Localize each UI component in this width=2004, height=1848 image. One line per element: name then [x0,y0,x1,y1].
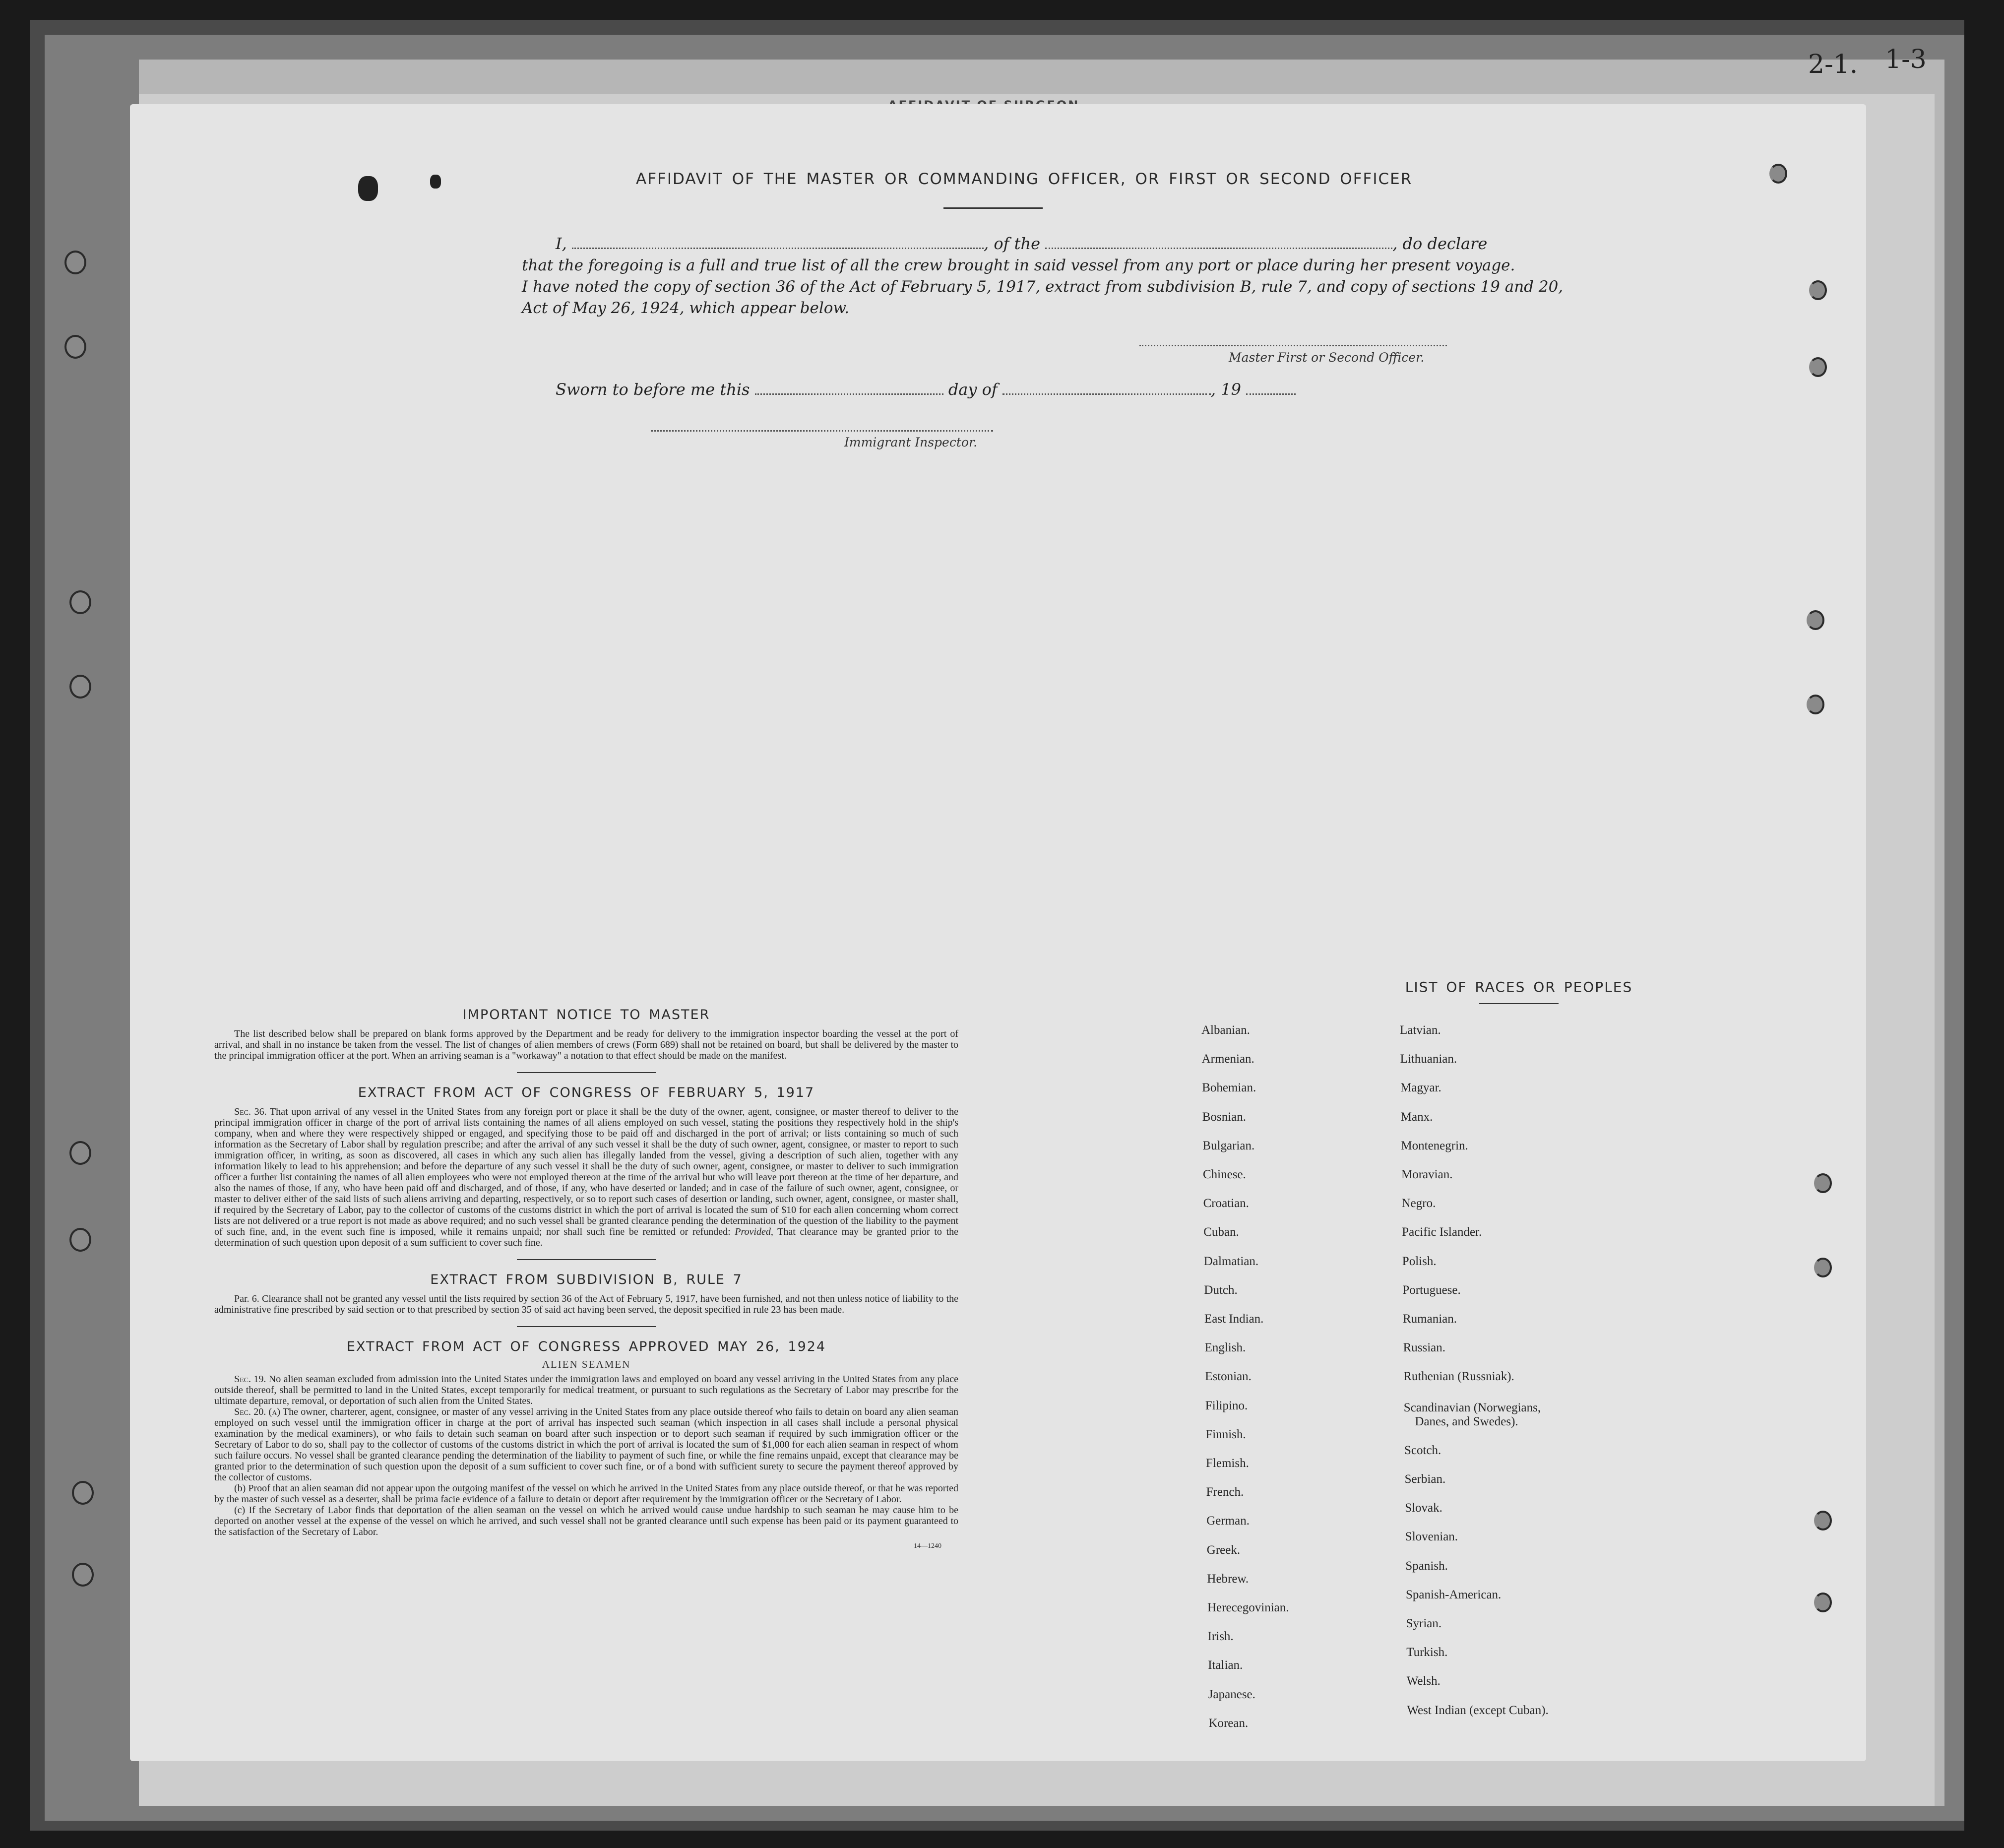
declarant-prefix: I, [556,234,567,253]
race-entry: Greek. [1206,1543,1241,1557]
race-entry: Scotch. [1404,1443,1441,1457]
sworn-month-field[interactable] [1002,393,1211,395]
race-entry: Rumanian. [1403,1312,1457,1326]
page-punch-hole [1809,280,1827,300]
race-entry: Japanese. [1208,1687,1255,1701]
race-entry: Dutch. [1204,1283,1238,1297]
race-entry: Spanish-American. [1406,1588,1502,1601]
binder-hole [69,1141,91,1165]
do-declare-label: , do declare [1392,234,1488,253]
notice-title: IMPORTANT NOTICE TO MASTER [462,1007,710,1022]
page-punch-hole [1814,1511,1832,1530]
binder-hole [69,1228,91,1252]
day-of-label: day of [948,380,998,399]
binder-hole [69,590,91,614]
race-entry: German. [1206,1514,1250,1528]
race-entry: Serbian. [1404,1472,1446,1486]
race-entry: Estonian. [1205,1370,1252,1384]
page-punch-hole [1809,357,1827,377]
race-entry: Bulgarian. [1202,1139,1255,1152]
race-entry: Syrian. [1406,1617,1442,1630]
master-signature-label: Master First or Second Officer. [1229,350,1425,365]
race-entry: Moravian. [1401,1168,1453,1181]
sec-19-text: No alien seaman excluded from admission into the United States under the immigration laws and employed on board any vessel arriving in the United States from any place outside thereof, shall be permitted to land in the United States, except temporarily for medical treatment, or pursuant to such regulations as the Secretary of Labor may prescribe for the ultimate departure, removal, or deportation of such alien from the United States. [214,1374,958,1406]
section-rule [517,1072,656,1073]
sec-20-label: Sec. 20. (a) [234,1406,280,1417]
sec-20a-text: The owner, charterer, agent, consignee, or master of any vessel arriving in the United States from any place outside thereof who fails to detain on board any alien seaman employed on such vessel until the immigration officer in charge at the port of arrival has inspected such seaman (which inspection in all cases shall include a personal physical examination by the medical examiners), or who fails to detain such seaman on board after such inspection or to deport such seaman if required by such immigration officer or the Secretary of Labor to do so, shall pay to the collector of customs of the customs district in which the port of arrival is located the sum of $1,000 for each alien seaman in respect of whom such failure occurs. No vessel shall be granted clearance pending the determination of the liability to payment of such fine, or while the fine remains unpaid, except that clearance may be granted prior to the determination of such question upon the deposit of a sum sufficient to cover such fine, or of a bond with sufficient surety to secure the payment thereof approved by the collector of customs. [214,1406,959,1483]
race-entry: Cuban. [1203,1225,1239,1239]
race-entry: Spanish. [1405,1559,1448,1573]
sec-19-paragraph [214,1374,958,1406]
page-punch-hole [1769,164,1787,184]
race-entry: Danes, and Swedes). [1415,1414,1518,1428]
section-rule [517,1259,656,1260]
extract-1917-body [214,1106,958,1248]
declaration-line-3: I have noted the copy of section 36 of the Act of February 5, 1917, extract from subdivision B, rule 7, and copy of sections 19 and 20, [522,278,1564,296]
race-entry: Bosnian. [1202,1110,1246,1124]
race-entry: Turkish. [1406,1646,1448,1659]
race-entry: Dalmatian. [1203,1254,1259,1268]
sec-20b-paragraph: (b) Proof that an alien seaman did not appear upon the outgoing manifest of the vessel on which he arrived in the United States from any place outside thereof, or that he was reported by the master of such vessel as a deserter, shall be prima facie evidence of a failure to detain or deport after requirement by the immigration officer or the Secretary of Labor. [214,1483,958,1505]
sec-20a-paragraph [214,1406,958,1483]
sworn-prefix: Sworn to before me this [556,380,750,399]
races-list-title: LIST OF RACES OR PEOPLES [1405,979,1633,995]
of-the-label: , of the [983,234,1041,253]
race-entry: Russian. [1403,1341,1446,1355]
race-entry: Pacific Islander. [1402,1225,1482,1239]
sworn-year-field[interactable] [1246,393,1296,395]
proviso-label: Provided, [735,1226,773,1237]
binder-hole [72,1563,94,1587]
race-entry: Slovak. [1405,1501,1442,1515]
extract-rule7-body: Par. 6. Clearance shall not be granted any vessel until the lists required by section 36 of the Act of February 5, 1917, have been furnished, and not then unless notice of liability to the administrative fine prescribed by said section or to that prescribed by section 35 of said act having been served, the deposit specified in rule 23 has been made. [214,1293,958,1315]
vessel-name-field[interactable] [1045,248,1392,249]
binder-hole [64,335,86,359]
race-entry: Bohemian. [1202,1081,1256,1095]
race-entry: Flemish. [1206,1457,1249,1470]
page-punch-hole [1814,1258,1832,1277]
form-number: 14—1240 [914,1542,941,1550]
race-entry: Latvian. [1400,1023,1441,1037]
race-entry: Slovenian. [1405,1530,1458,1544]
ink-blot [430,175,441,189]
inspector-signature-label: Immigrant Inspector. [844,435,978,449]
binder-hole [72,1481,94,1505]
race-entry: Portuguese. [1402,1283,1461,1297]
declaration-line-1 [556,234,1487,253]
sworn-day-field[interactable] [755,393,943,395]
extract-1924-title: EXTRACT FROM ACT OF CONGRESS APPROVED MAY 26, 1924 [346,1339,826,1354]
sec-20c-paragraph: (c) If the Secretary of Labor finds that deportation of the alien seaman on the vessel on which he arrived would cause undue hardship to such seaman he may cause him to be deported on another vessel at the expense of the vessel on which he arrived, and such vessel shall not be granted clearance until such expense has been paid or its payment guaranteed to the satisfaction of the Secretary of Labor. [214,1505,958,1537]
binder-hole [64,251,86,274]
race-entry: Croatian. [1203,1197,1249,1211]
affidavit-title: AFFIDAVIT OF THE MASTER OR COMMANDING OFFICER, OR FIRST OR SECOND OFFICER [636,170,1413,188]
handwritten-annotation-right: 1-3 [1885,45,1927,74]
sworn-line [556,380,1296,399]
page-punch-hole [1814,1593,1832,1612]
race-entry: Hebrew. [1207,1572,1249,1586]
race-entry: Armenian. [1201,1052,1254,1066]
race-entry: Chinese. [1203,1168,1246,1181]
race-entry: Lithuanian. [1400,1052,1457,1066]
race-entry: Ruthenian (Russniak). [1403,1370,1514,1384]
sec-36-text: That upon arrival of any vessel in the United States from any foreign port or place it shall be the duty of the owner, agent, consignee, or master thereof to deliver to the principal immigration officer in charge of the port of arrival lists containing the names of all aliens employed on such vessel, stating the positions they respectively hold in the ship's company, when and where they were respectively shipped or engaged, and specifying those to be paid off and discharged in the port of arrival; or lists containing so much of such information as the Secretary of Labor shall by regulation prescribe; and after the arrival of any such vessel it shall be the duty of such owner, agent, consignee, or master to report to such immigration officer, in writing, as soon as discovered, all cases in which any such alien has illegally landed from the vessel, giving a description of such alien, together with any information likely to lead to his apprehension; and before the departure of any such vessel it shall be the duty of such owner, agent, consignee, or master to deliver to such immigration officer a further list containing the names of all alien employees who were not employed thereon at the time of the arrival but who will leave port thereon at the time of her departure, and also the names of those, if any, who have been paid off and discharged, and of those, if any, who have deserted or landed; and in case of the failure of such owner, agent, consignee, or master to deliver either of the said lists of such aliens arriving and departing, respectively, or so to report such cases of desertion or landing, such owner, agent, consignee, or master shall, if required by the Secretary of Labor, pay to the collector of customs of the customs district in which the port of arrival is located the sum of $10 for each alien concerning whom correct lists are not delivered or a true report is not made as above required; and no such vessel shall be granted clearance pending the determination of the question of the liability to the payment of such fine, and, in the event such fine is imposed, while it remains unpaid; nor shall such fine be remitted or refunded: [214,1106,959,1237]
alien-seamen-subtitle: ALIEN SEAMEN [542,1358,631,1370]
page-punch-hole [1807,610,1824,630]
race-entry: Herecegovinian. [1207,1601,1289,1614]
race-entry: Montenegrin. [1401,1139,1468,1152]
notice-body: The list described below shall be prepared on blank forms approved by the Department and be ready for delivery to the immigration inspector boarding the vessel at the port of arrival, and shall in no instance be taken from the vessel. The list of changes of alien members of crews (Form 689) shall not be retained on board, but shall be delivered by the master to the principal immigration officer at the port. When an arriving seaman is a "workaway" a notation to that effect should be made on the manifest. [214,1028,958,1061]
section-rule [517,1326,656,1327]
extract-1917-title: EXTRACT FROM ACT OF CONGRESS OF FEBRUARY 5, 1917 [358,1085,815,1100]
year-prefix: , 19 [1210,380,1241,399]
race-entry: Irish. [1207,1630,1234,1644]
race-entry: Welsh. [1406,1674,1440,1688]
declarant-name-field[interactable] [572,248,984,249]
legal-extracts [214,1007,958,1550]
crew-list-affidavit-page [130,104,1866,1761]
races-title-rule [1479,1003,1559,1004]
race-entry: Polish. [1402,1254,1437,1268]
ink-blot [358,176,378,201]
title-rule [943,207,1043,209]
master-signature-line[interactable] [1139,345,1447,346]
extract-rule7-title: EXTRACT FROM SUBDIVISION B, RULE 7 [430,1272,743,1287]
race-entry: Filipino. [1205,1399,1248,1412]
page-punch-hole [1814,1173,1832,1193]
race-entry: East Indian. [1204,1312,1264,1326]
declaration-line-4: Act of May 26, 1924, which appear below. [522,299,850,317]
race-entry: Korean. [1208,1716,1249,1730]
race-entry: Negro. [1401,1197,1436,1211]
race-entry: Scandinavian (Norwegians, [1403,1401,1541,1414]
race-entry: Manx. [1400,1110,1433,1124]
race-entry: Finnish. [1205,1427,1246,1441]
sec-36-label: Sec. 36. [234,1106,267,1117]
handwritten-annotation-left: 2-1. [1808,50,1858,79]
page-punch-hole [1807,695,1824,714]
declaration-line-2: that the foregoing is a full and true list of all the crew brought in said vessel from any port or place during her present voyage. [522,256,1515,274]
proviso-text: That clearance may be granted prior to the determination of such question upon deposit of a sum sufficient to cover such fine. [214,1226,959,1248]
race-entry: French. [1206,1485,1244,1499]
race-entry: Magyar. [1400,1081,1441,1095]
binder-hole [69,675,91,699]
sec-19-label: Sec. 19. [234,1374,266,1385]
race-entry: Albanian. [1201,1023,1250,1037]
race-entry: West Indian (except Cuban). [1407,1703,1549,1717]
race-entry: English. [1204,1341,1246,1355]
inspector-signature-line[interactable] [651,430,993,432]
race-entry: Italian. [1208,1658,1243,1672]
